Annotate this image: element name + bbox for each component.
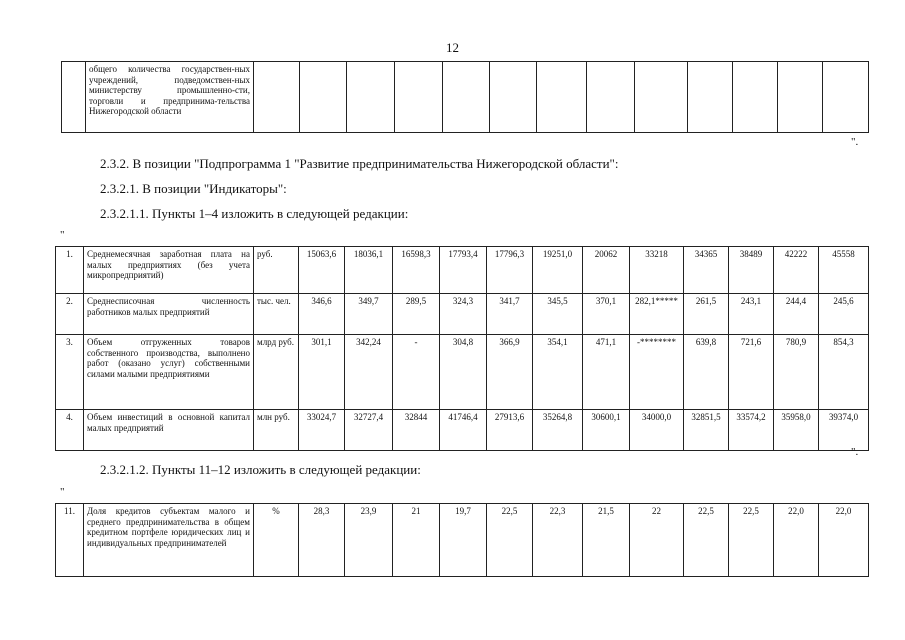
cell-value: 324,3: [440, 294, 487, 335]
cell-value: 244,4: [774, 294, 819, 335]
cell-value: 32844: [393, 410, 440, 451]
cell-value: 32727,4: [345, 410, 393, 451]
cell-value: 33024,7: [299, 410, 345, 451]
cell-description: Доля кредитов субъектам малого и среднего предпринимательства в общем кредитном портфеле юридических лиц и индивидуальных предпринимателей: [84, 504, 254, 577]
cell-value: 17796,3: [487, 247, 533, 294]
cell-unit: руб.: [254, 247, 299, 294]
cell-value: 261,5: [684, 294, 729, 335]
cell-value: 27913,6: [487, 410, 533, 451]
cell-value: 20062: [583, 247, 630, 294]
cell-value: 41746,4: [440, 410, 487, 451]
table-row: [56, 294, 869, 335]
cell-value: 471,1: [583, 335, 630, 410]
cell-num: [62, 62, 86, 133]
closing-quote: ".: [851, 136, 859, 148]
cell-value: 32851,5: [684, 410, 729, 451]
cell-value: 21,5: [583, 504, 630, 577]
continuation-table: [61, 61, 869, 133]
cell-value: 30600,1: [583, 410, 630, 451]
cell-value: -********: [630, 335, 684, 410]
cell-num: 1.: [56, 247, 84, 294]
cell-value: 33574,2: [729, 410, 774, 451]
cell-value: 349,7: [345, 294, 393, 335]
cell-value: 22,3: [533, 504, 583, 577]
cell-value: 15063,6: [299, 247, 345, 294]
cell-value: 34000,0: [630, 410, 684, 451]
cell-description: Объем инвестиций в основной капитал малых предприятий: [84, 410, 254, 451]
cell-value: 345,5: [533, 294, 583, 335]
cell-value: 721,6: [729, 335, 774, 410]
cell-value: 34365: [684, 247, 729, 294]
cell-unit: млн руб.: [254, 410, 299, 451]
cell-value: 22,5: [487, 504, 533, 577]
cell-value: 17793,4: [440, 247, 487, 294]
cell-description: Среднемесячная заработная плата на малых предприятиях (без учета микропредприятий): [84, 247, 254, 294]
cell-num: 3.: [56, 335, 84, 410]
cell-value: 22,5: [729, 504, 774, 577]
cell-description: Объем отгруженных товаров собственного производства, выполнено работ (оказано услуг) собственными силами малыми предприятиями: [84, 335, 254, 410]
cell-value: 346,6: [299, 294, 345, 335]
cell-value: 19,7: [440, 504, 487, 577]
cell-value: 45558: [819, 247, 869, 294]
cell-description: общего количества государствен-ных учреждений, подведомствен-ных министерству промышленно-сти, торговли и предпринима-тельства Нижегородской области: [86, 62, 254, 133]
cell-value: 304,8: [440, 335, 487, 410]
cell-value: 22,0: [819, 504, 869, 577]
cell-value: 39374,0: [819, 410, 869, 451]
cell-unit: млрд руб.: [254, 335, 299, 410]
cell-value: 18036,1: [345, 247, 393, 294]
page-number: 12: [446, 40, 459, 55]
cell-unit: тыс. чел.: [254, 294, 299, 335]
cell-value: 21: [393, 504, 440, 577]
cell-value: 366,9: [487, 335, 533, 410]
cell-unit: %: [254, 504, 299, 577]
cell-value: 22: [630, 504, 684, 577]
cell-value: 370,1: [583, 294, 630, 335]
table-row: [62, 62, 869, 133]
cell-value: 38489: [729, 247, 774, 294]
cell-value: 289,5: [393, 294, 440, 335]
cell-value: 35958,0: [774, 410, 819, 451]
cell-value: 282,1*****: [630, 294, 684, 335]
cell-value: 35264,8: [533, 410, 583, 451]
cell-value: 33218: [630, 247, 684, 294]
cell-value: 245,6: [819, 294, 869, 335]
cell-num: 4.: [56, 410, 84, 451]
opening-quote: ": [60, 229, 65, 241]
cell-value: 28,3: [299, 504, 345, 577]
cell-unit: [254, 62, 300, 133]
cell-value: 22,0: [774, 504, 819, 577]
cell-value: 301,1: [299, 335, 345, 410]
cell-num: 11.: [56, 504, 84, 577]
cell-num: 2.: [56, 294, 84, 335]
cell-value: 22,5: [684, 504, 729, 577]
paragraph: 2.3.2. В позиции "Подпрограмма 1 "Развитие предпринимательства Нижегородской области":: [100, 156, 619, 171]
cell-value: 341,7: [487, 294, 533, 335]
cell-description: Среднесписочная численность работников малых предприятий: [84, 294, 254, 335]
credit-table: [55, 503, 869, 577]
cell-value: -: [393, 335, 440, 410]
table-row: [56, 335, 869, 410]
cell-value: 780,9: [774, 335, 819, 410]
cell-value: 42222: [774, 247, 819, 294]
paragraph: 2.3.2.1. В позиции "Индикаторы":: [100, 181, 287, 196]
indicators-table: [55, 246, 869, 451]
cell-value: 639,8: [684, 335, 729, 410]
table-row: [56, 247, 869, 294]
cell-value: 23,9: [345, 504, 393, 577]
opening-quote: ": [60, 486, 65, 498]
cell-value: 342,24: [345, 335, 393, 410]
cell-value: 16598,3: [393, 247, 440, 294]
paragraph: 2.3.2.1.2. Пункты 11–12 изложить в следующей редакции:: [100, 462, 421, 477]
paragraph: 2.3.2.1.1. Пункты 1–4 изложить в следующей редакции:: [100, 206, 409, 221]
cell-value: 19251,0: [533, 247, 583, 294]
table-row: [56, 504, 869, 577]
cell-value: 354,1: [533, 335, 583, 410]
cell-value: 854,3: [819, 335, 869, 410]
cell-value: 243,1: [729, 294, 774, 335]
table-row: [56, 410, 869, 451]
closing-quote: ".: [851, 446, 859, 458]
